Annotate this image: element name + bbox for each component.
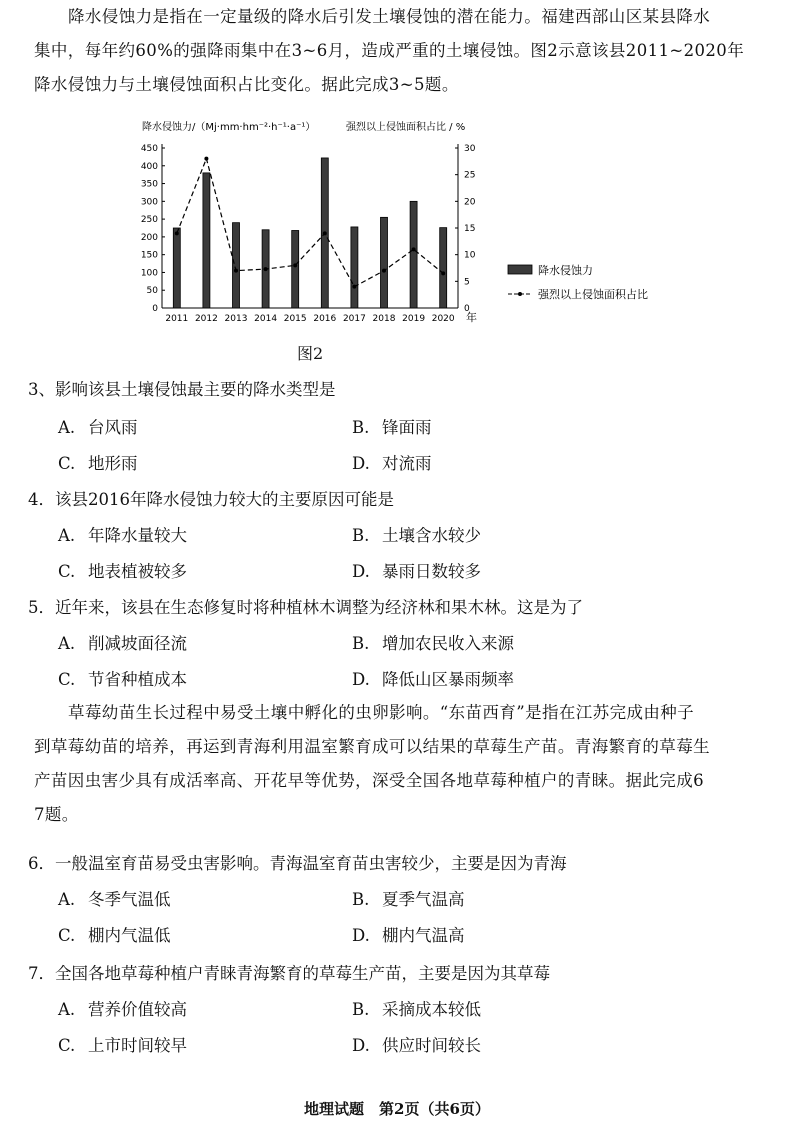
- option-label: D.: [352, 926, 370, 945]
- q3-option-c[interactable]: [58, 450, 138, 474]
- option-text: 供应时间较长: [382, 1036, 481, 1055]
- left-tick-label: 100: [140, 268, 158, 279]
- q7-option-a[interactable]: [58, 996, 187, 1020]
- q5-option-d[interactable]: [352, 666, 514, 690]
- left-tick-label: 50: [146, 286, 158, 297]
- intro1-line-1: 降水侵蚀力是指在一定量级的降水后引发土壤侵蚀的潜在能力。福建西部山区某县降水: [68, 7, 711, 26]
- option-label: A.: [58, 418, 76, 437]
- left-tick-label: 250: [140, 215, 158, 226]
- right-tick-label: 30: [464, 144, 476, 154]
- right-tick-label: 10: [464, 250, 476, 261]
- option-label: A.: [58, 1000, 76, 1019]
- q7-option-b[interactable]: [352, 996, 481, 1020]
- option-label: A.: [58, 634, 76, 653]
- x-axis-unit: 年: [466, 311, 477, 324]
- option-text: 棚内气温高: [382, 926, 465, 945]
- bar-2020: [440, 228, 447, 308]
- q7-option-c[interactable]: [58, 1032, 187, 1056]
- legend-bar-swatch: [508, 265, 532, 274]
- q5-option-b[interactable]: [352, 630, 514, 654]
- point-2011: [175, 231, 179, 235]
- option-label: D.: [352, 670, 370, 689]
- intro1-line-3: 降水侵蚀力与土壤侵蚀面积占比变化。据此完成3~5题。: [34, 75, 459, 94]
- right-axis-label: 强烈以上侵蚀面积占比 / %: [346, 122, 466, 133]
- option-text: 营养价值较高: [88, 1000, 187, 1019]
- bar-2018: [381, 217, 388, 308]
- legend-bar-label: 降水侵蚀力: [538, 264, 593, 277]
- option-text: 台风雨: [88, 418, 138, 437]
- x-tick-label: 2013: [224, 314, 248, 324]
- option-text: 夏季气温高: [382, 890, 465, 909]
- point-2014: [264, 267, 268, 271]
- bar-2013: [233, 223, 240, 308]
- q6-option-c[interactable]: [58, 922, 171, 946]
- right-tick-label: 0: [464, 304, 470, 314]
- x-tick-label: 2016: [313, 314, 337, 324]
- point-2018: [382, 269, 386, 273]
- option-text: 棚内气温低: [88, 926, 171, 945]
- option-label: B.: [352, 890, 370, 909]
- bar-2011: [173, 228, 180, 308]
- figure-caption: 图2: [297, 344, 324, 363]
- left-tick-label: 300: [140, 197, 158, 208]
- bar-2019: [410, 201, 417, 308]
- intro2-line-3: 产苗因虫害少具有成活率高、开花早等优势，深受全国各地草莓种植户的青睐。据此完成6: [34, 771, 704, 790]
- option-text: 增加农民收入来源: [382, 634, 514, 653]
- bar-2017: [351, 227, 358, 308]
- intro-paragraph-2: [34, 696, 774, 832]
- option-label: B.: [352, 526, 370, 545]
- q6-option-d[interactable]: [352, 922, 465, 946]
- q4-option-d[interactable]: [352, 558, 481, 582]
- point-2016: [323, 231, 327, 235]
- intro2-line-2: 到草莓幼苗的培养，再运到青海利用温室繁育成可以结果的草莓生产苗。青海繁育的草莓生: [34, 737, 710, 756]
- option-label: D.: [352, 562, 370, 581]
- option-text: 上市时间较早: [88, 1036, 187, 1055]
- right-tick-label: 25: [464, 170, 476, 181]
- question-4-stem: 4．该县2016年降水侵蚀力较大的主要原因可能是: [28, 490, 394, 509]
- x-tick-label: 2019: [402, 314, 426, 324]
- option-text: 节省种植成本: [88, 670, 187, 689]
- figure-2-chart: [120, 118, 680, 338]
- q3-option-b[interactable]: [352, 414, 432, 438]
- option-label: B.: [352, 418, 370, 437]
- x-tick-label: 2012: [194, 314, 218, 324]
- q4-option-c[interactable]: [58, 558, 187, 582]
- option-text: 暴雨日数较多: [382, 562, 481, 581]
- intro1-line-2: 集中，每年约60%的强降雨集中在3~6月，造成严重的土壤侵蚀。图2示意该县2011~2020年: [34, 41, 745, 60]
- x-tick-label: 2014: [254, 314, 278, 324]
- intro2-line-1: 草莓幼苗生长过程中易受土壤中孵化的虫卵影响。“东苗西育”是指在江苏完成由种子: [68, 703, 695, 722]
- left-tick-label: 150: [140, 250, 158, 261]
- option-label: B.: [352, 1000, 370, 1019]
- point-2017: [352, 285, 356, 289]
- option-text: 降低山区暴雨频率: [382, 670, 514, 689]
- left-tick-label: 0: [152, 304, 158, 314]
- option-label: C.: [58, 454, 76, 473]
- question-6-stem: 6．一般温室育苗易受虫害影响。青海温室育苗虫害较少，主要是因为青海: [28, 854, 567, 873]
- point-2015: [293, 263, 297, 267]
- legend-line-marker: [518, 292, 522, 296]
- option-label: C.: [58, 926, 76, 945]
- q4-option-b[interactable]: [352, 522, 481, 546]
- point-2020: [441, 271, 445, 275]
- option-text: 对流雨: [382, 454, 432, 473]
- intro-paragraph-1: [34, 0, 774, 102]
- point-2019: [412, 247, 416, 251]
- intro2-line-4: 7题。: [34, 805, 79, 824]
- q6-option-b[interactable]: [352, 886, 465, 910]
- q5-option-c[interactable]: [58, 666, 187, 690]
- option-label: A.: [58, 890, 76, 909]
- bar-2012: [203, 173, 210, 308]
- left-tick-label: 400: [140, 161, 158, 172]
- option-text: 锋面雨: [382, 418, 432, 437]
- x-tick-label: 2018: [372, 314, 396, 324]
- x-tick-label: 2020: [431, 314, 455, 324]
- option-text: 地表植被较多: [88, 562, 187, 581]
- q4-option-a[interactable]: [58, 522, 187, 546]
- option-text: 冬季气温低: [88, 890, 171, 909]
- right-tick-label: 5: [464, 277, 470, 288]
- option-text: 地形雨: [88, 454, 138, 473]
- x-tick-label: 2011: [165, 314, 189, 324]
- option-text: 削减坡面径流: [88, 634, 187, 653]
- left-axis-label: 降水侵蚀力/（Mj·mm·hm⁻²·h⁻¹·a⁻¹）: [142, 122, 316, 133]
- option-text: 土壤含水较少: [382, 526, 481, 545]
- point-2012: [204, 157, 208, 161]
- q3-option-a[interactable]: [58, 414, 138, 438]
- right-tick-label: 15: [464, 224, 476, 234]
- bar-2015: [292, 230, 299, 308]
- option-label: A.: [58, 526, 76, 545]
- x-tick-label: 2017: [342, 314, 366, 324]
- option-label: C.: [58, 562, 76, 581]
- q6-option-a[interactable]: [58, 886, 171, 910]
- q3-option-d[interactable]: [352, 450, 432, 474]
- option-label: C.: [58, 1036, 76, 1055]
- page-footer: 地理试题 第2页（共6页）: [304, 1100, 490, 1118]
- option-text: 采摘成本较低: [382, 1000, 481, 1019]
- left-tick-label: 350: [140, 179, 158, 190]
- legend-line-label: 强烈以上侵蚀面积占比: [538, 288, 648, 301]
- erosion-share-line: [177, 159, 443, 287]
- q5-option-a[interactable]: [58, 630, 187, 654]
- right-tick-label: 20: [464, 197, 476, 208]
- q7-option-d[interactable]: [352, 1032, 481, 1056]
- question-5-stem: 5．近年来，该县在生态修复时将种植林木调整为经济林和果木林。这是为了: [28, 598, 583, 617]
- option-label: D.: [352, 1036, 370, 1055]
- option-label: C.: [58, 670, 76, 689]
- option-text: 年降水量较大: [88, 526, 187, 545]
- point-2013: [234, 269, 238, 273]
- left-tick-label: 450: [140, 144, 158, 154]
- option-label: D.: [352, 454, 370, 473]
- question-7-stem: 7．全国各地草莓种植户青睐青海繁育的草莓生产苗，主要是因为其草莓: [28, 964, 550, 983]
- x-tick-label: 2015: [283, 314, 307, 324]
- question-3-stem: 3、影响该县土壤侵蚀最主要的降水类型是: [28, 380, 336, 399]
- option-label: B.: [352, 634, 370, 653]
- left-tick-label: 200: [140, 232, 158, 243]
